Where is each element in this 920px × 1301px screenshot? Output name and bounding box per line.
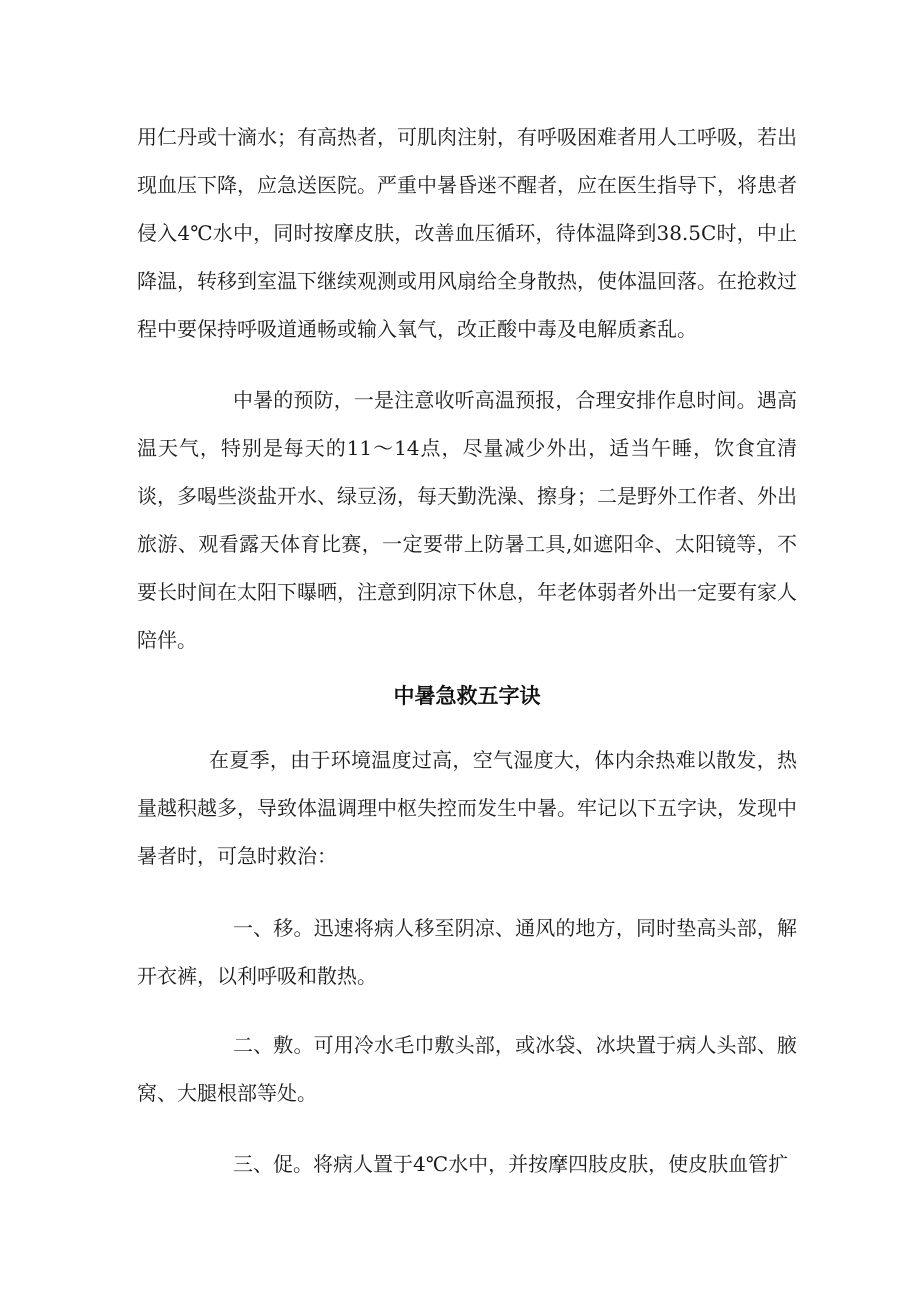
section-title: 中暑急救五字诀 bbox=[393, 684, 541, 708]
paragraph-emergency-treatment: 用仁丹或十滴水；有高热者，可肌肉注射，有呼吸困难者用人工呼吸，若出现血压下降，应急送医院。严重中暑昏迷不醒者，应在医生指导下，将患者侵入4℃水中，同时按摩皮肤，改善血压循环，待体温降到38.5C时，中止降温，转移到室温下继续观测或用风扇给全身散热，使体温回落。在抢救过程中要保持呼吸道通畅或输入氧气，改正酸中毒及电解质紊乱。 bbox=[137, 125, 797, 341]
paragraph-step-promote: 三、促。将病人置于4℃水中，并按摩四肢皮肤，使皮肤血管扩 bbox=[233, 1152, 789, 1176]
paragraph-intro: 在夏季，由于环境温度过高，空气湿度大，体内余热难以散发，热量越积越多，导致体温调理中枢失控而发生中暑。牢记以下五字诀，发现中暑者时，可急时救治： bbox=[137, 748, 797, 868]
paragraph-step-move: 一、移。迅速将病人移至阴凉、通风的地方，同时垫高头部，解开衣裤，以利呼吸和散热。 bbox=[137, 916, 797, 988]
paragraph-step-compress: 二、敷。可用冷水毛巾敷头部，或冰袋、冰块置于病人头部、腋窝、大腿根部等处。 bbox=[137, 1033, 797, 1105]
paragraph-prevention: 中暑的预防，一是注意收听高温预报，合理安排作息时间。遇高温天气，特别是每天的11～14点，尽量减少外出，适当午睡，饮食宜清谈，多喝些淡盐开水、绿豆汤，每天勤洗澡、擦身；二是野外工作者、外出旅游、观看露天体育比赛，一定要带上防暑工具,如遮阳伞、太阳镜等，不要长时间在太阳下曝晒，注意到阴凉下休息，年老体弱者外出一定要有家人陪伴。 bbox=[137, 388, 797, 652]
